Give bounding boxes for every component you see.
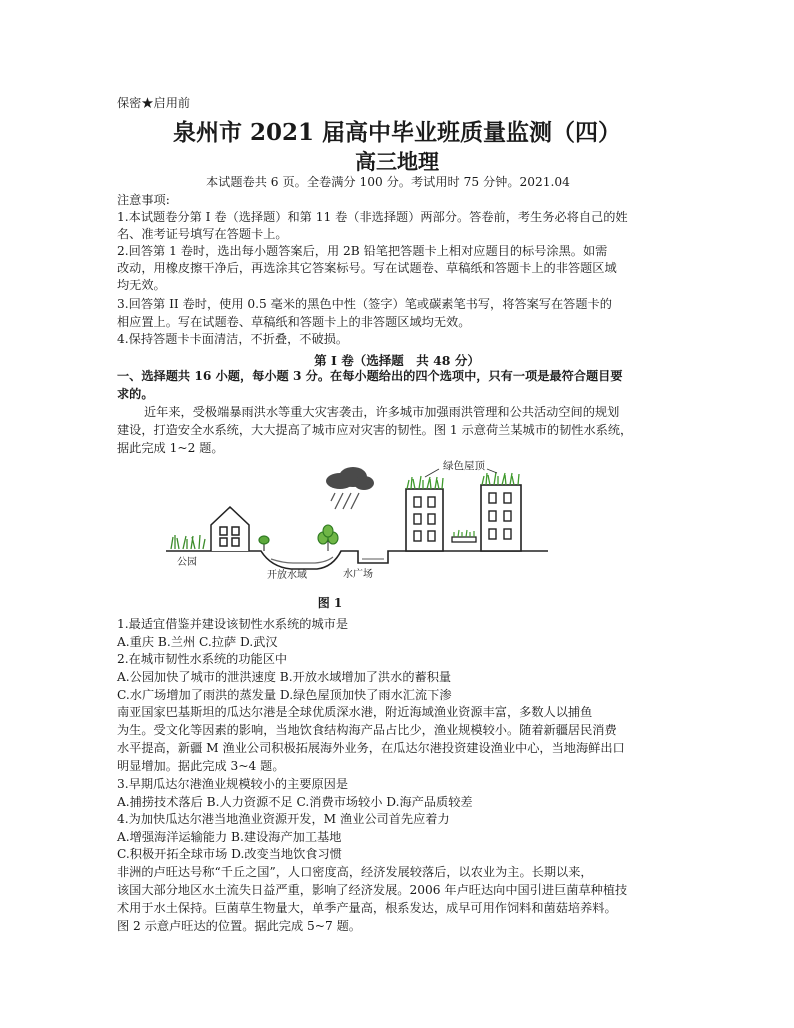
exam-info: 本试题卷共 6 页。全卷满分 100 分。考试用时 75 分钟。2021.04 (206, 175, 570, 189)
tree-right (318, 525, 338, 551)
notes-line: 4.保持答题卡卡面清洁，不折叠，不破损。 (117, 332, 349, 346)
question-options: A.重庆 B.兰州 C.拉萨 D.武汉 (117, 635, 278, 649)
label-green-roof: 绿色屋顶 (443, 460, 485, 472)
passage-line: 据此完成 1~2 题。 (117, 441, 224, 455)
question-options: A.增强海洋运输能力 B.建设海产加工基地 (117, 830, 342, 844)
section-instruction: 求的。 (117, 387, 154, 401)
question-line: 2.在城市韧性水系统的功能区中 (117, 652, 288, 666)
confidential-mark: 保密★启用前 (117, 96, 191, 110)
passage-line: 南亚国家巴基斯坦的瓜达尔港是全球优质深水港，附近海域渔业资源丰富，多数人以捕鱼 (117, 705, 593, 719)
notes-line: 3.回答第 II 卷时，使用 0.5 毫米的黑色中性（签字）笔或碳素笔书写，将答案写在答题卡的 (117, 297, 612, 311)
passage-line: 为生。受文化等因素的影响，当地饮食结构海产品占比少，渔业规模较小。随着新疆居民消费 (117, 723, 617, 737)
passage-line: 近年来，受极端暴雨洪水等重大灾害袭击，许多城市加强雨洪管理和公共活动空间的规划 (144, 405, 620, 419)
building-2 (481, 472, 521, 551)
question-options: C.积极开拓全球市场 D.改变当地饮食习惯 (117, 847, 342, 861)
rain-cloud-icon (326, 467, 374, 509)
label-water-plaza: 水广场 (343, 569, 373, 580)
green-roof-plants (482, 472, 519, 485)
green-roof-plants (407, 476, 443, 489)
question-line: 1.最适宜借鉴并建设该韧性水系统的城市是 (117, 617, 349, 631)
ground-line (166, 551, 548, 569)
label-park: 公园 (177, 557, 197, 568)
passage-line: 建设，打造安全水系统，大大提高了城市应对灾害的韧性。图 1 示意荷兰某城市的韧性水系统， (117, 423, 633, 437)
exam-subtitle: 高三地理 (355, 149, 439, 174)
label-open-water: 开放水域 (267, 570, 307, 581)
planter (452, 530, 476, 542)
notes-line: 均无效。 (117, 278, 166, 292)
notes-line: 2.回答第 1 卷时，选出每小题答案后，用 2B 铅笔把答题卡上相对应题目的标号涂黑。如需 (117, 244, 608, 258)
question-line: 3.早期瓜达尔港渔业规模较小的主要原因是 (117, 777, 349, 791)
section-instruction: 一、选择题共 16 小题，每小题 3 分。在每小题给出的四个选项中，只有一项是最符合题目要 (117, 369, 623, 383)
building-1 (406, 476, 443, 551)
open-water-surface (271, 557, 333, 563)
section-heading: 第 I 卷（选择题 共 48 分） (314, 353, 480, 368)
passage-line: 明显增加。据此完成 3~4 题。 (117, 759, 285, 773)
figure-1-caption: 图 1 (317, 596, 343, 610)
question-options: A.捕捞技术落后 B.人力资源不足 C.消费市场较小 D.海产品质较差 (117, 795, 473, 809)
tree-left (259, 536, 269, 551)
passage-line: 该国大部分地区水土流失日益严重，影响了经济发展。2006 年卢旺达向中国引进巨菌草种植技 (117, 883, 628, 897)
notes-heading: 注意事项: (117, 193, 170, 207)
exam-title: 泉州市 2021 届高中毕业班质量监测（四） (172, 119, 622, 146)
passage-line: 非洲的卢旺达号称“千丘之国”，人口密度高，经济发展较落后，以农业为主。长期以来， (117, 865, 593, 879)
passage-line: 术用于水土保持。巨菌草生物量大，单季产量高，根系发达，成早可用作饲料和菌菇培养料。 (117, 901, 617, 915)
notes-line: 1.本试题卷分第 I 卷（选择题）和第 11 卷（非选择题）两部分。答卷前，考生务必将自己的姓 (117, 210, 628, 224)
question-line: 4.为加快瓜达尔港当地渔业资源开发，M 渔业公司首先应着力 (117, 812, 450, 826)
notes-line: 改动，用橡皮擦干净后，再选涂其它答案标号。写在试题卷、草稿纸和答题卡上的非答题区域 (117, 261, 617, 275)
notes-line: 相应置上。写在试题卷、草稿纸和答题卡上的非答题区域均无效。 (117, 315, 471, 329)
question-options: C.水广场增加了雨洪的蒸发量 D.绿色屋顶加快了雨水汇流下渗 (117, 688, 452, 702)
question-options: A.公园加快了城市的泄洪速度 B.开放水域增加了洪水的蓄积量 (117, 670, 452, 684)
passage-line: 图 2 示意卢旺达的位置。据此完成 5~7 题。 (117, 919, 361, 933)
park-grass (171, 535, 205, 549)
notes-line: 名、准考证号填写在答题卡上。 (117, 227, 288, 241)
house (211, 507, 249, 551)
figure-1-water-system (163, 455, 553, 585)
passage-line: 水平提高，新疆 M 渔业公司积极拓展海外业务，在瓜达尔港投资建设渔业中心，当地海鲜出口 (117, 741, 625, 755)
